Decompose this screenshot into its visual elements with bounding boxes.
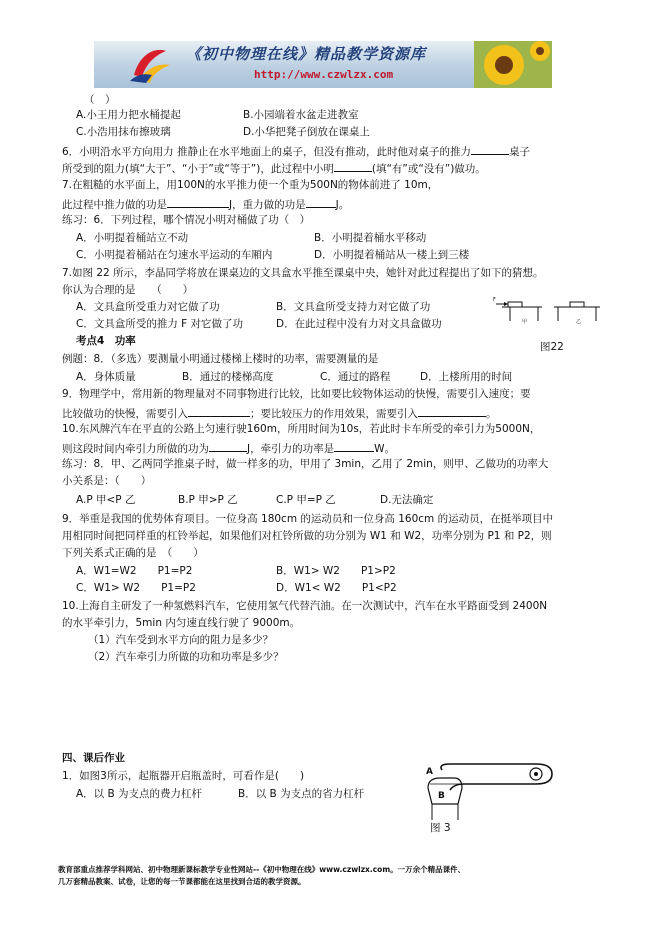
practice-6-d: D．小明提着桶站从一楼上到三楼 (314, 249, 470, 261)
question-6-tail: 桌子 (509, 146, 531, 158)
question-7-b: J，重力做的功是 (229, 199, 306, 211)
practice-9-d: D．W1< W2 P1<P2 (276, 582, 397, 594)
section-heading-homework: 四、课后作业 (62, 752, 125, 764)
homework-1-a: A．以 B 为支点的费力杠杆 (76, 788, 203, 800)
figure-3-bottle-opener-diagram (424, 760, 562, 822)
practice-10-q1: （1）汽车受到水平方向的阻力是多少？ (88, 634, 274, 646)
practice-6-a: A．小明提着桶站立不动 (76, 232, 189, 244)
example-8-c: C．通过的路程 (320, 371, 391, 383)
example-8: 例题：8．（多选）要测量小明通过楼梯上楼时的功率，需要测量的是 (62, 353, 379, 365)
question-6 (62, 143, 530, 159)
blank (209, 440, 247, 452)
question-9-b: ；要比较压力的作用效果，需要引入 (250, 408, 418, 420)
answer-paren: （ ） (84, 94, 116, 106)
question-6-cont-b: (填“有”或“没有”)做功。 (371, 163, 486, 175)
figure-22-yi-label: 乙 (576, 319, 582, 325)
site-logo-icon (126, 45, 174, 85)
practice-9-a: A．W1=W2 P1=P2 (76, 565, 193, 577)
question-6-text: 6．小明沿水平方向用力 推静止在水平地面上的桌子，但没有推动，此时他对桌子的推力 (62, 146, 472, 158)
question-6-cont-a: 所受到的阻力(填“大于”、“小于”或“等于”)，此过程中小明 (62, 163, 334, 175)
question-9: 9．物理学中，常用新的物理量对不同事物进行比较，比如要比较物体运动的快慢，需要引入速度；要 (62, 388, 531, 400)
figure-22-diagram (492, 293, 604, 337)
practice-6: 练习：6．下列过程，哪个情况小明对桶做了功（ ） (62, 214, 311, 226)
practice-9-cont: 用相同时间把同样重的杠铃举起，如果他们对杠铃所做的功分别为 W1 和 W2，功率分别为 P1 和 P2，则 (62, 530, 552, 542)
blank (306, 196, 336, 208)
practice-9-c: C．W1> W2 P1=P2 (76, 582, 196, 594)
example-8-a: A．身体质量 (76, 371, 136, 383)
practice-9: 9．举重是我国的优势体育项目。一位身高 180cm 的运动员和一位身高 160cm 的运动员，在挺举项目中 (62, 513, 554, 525)
practice-8-c: C.P 甲=P 乙 (276, 494, 336, 506)
question-9-c: 。 (486, 408, 497, 420)
practice-8-a: A.P 甲<P 乙 (76, 494, 136, 506)
question-10-a: 则这段时间内牵引力所做的功为 (62, 443, 209, 455)
page-footer (58, 864, 606, 887)
blank (471, 143, 509, 155)
question-10-cont (62, 440, 395, 456)
practice-8-b: B.P 甲>P 乙 (178, 494, 238, 506)
figure-3-caption: 图 3 (430, 822, 451, 834)
blank (188, 405, 250, 417)
practice-8-d: D.无法确定 (380, 494, 434, 506)
footer-line-2: 几万套精品教案、试卷，让您的每一节课都能在这里找到合适的教学资源。 (58, 876, 306, 886)
banner-title: 《初中物理在线》精品教学资源库 (186, 45, 427, 63)
practice-10: 10.上海自主研发了一种氢燃料汽车，它使用氢气代替汽油。在一次测试中，汽车在水平路面受到 2400N (62, 600, 548, 612)
practice-7-a: A．文具盒所受重力对它做了功 (76, 301, 220, 313)
question-7: 7.在粗糙的水平面上，用100N的水平推力使一个重为500N的物体前进了 10m， (62, 179, 439, 191)
option-a: A.小王用力把水桶提起 (76, 109, 181, 121)
option-d: D.小华把凳子倒放在课桌上 (243, 126, 370, 138)
practice-9-cont2: 下列关系式正确的是 （ ） (62, 547, 204, 559)
blank (418, 405, 486, 417)
figure-22-caption: 图22 (540, 341, 564, 353)
practice-7-b: B．文具盒所受支持力对它做了功 (276, 301, 431, 313)
footer-line-1: 教育部重点推荐学科网站、初中物理新课标教学专业性网站--《初中物理在线》www.czwlzx.com。一万余个精品课件、 (58, 865, 466, 874)
example-8-d: D．上楼所用的时间 (420, 371, 513, 383)
blank (334, 160, 372, 172)
option-b: B.小园端着水盆走进教室 (243, 109, 359, 121)
practice-6-c: C．小明提着桶站在匀速水平运动的车厢内 (76, 249, 273, 261)
practice-10-q2: （2）汽车牵引力所做的功和功率是多少？ (88, 651, 284, 663)
question-10: 10.东风牌汽车在平直的公路上匀速行驶160m，所用时间为10s，若此时卡车所受的牵引力为5000N， (62, 423, 541, 435)
question-9-a: 比较做功的快慢，需要引入 (62, 408, 188, 420)
section-heading-power: 考点4 功率 (76, 335, 136, 347)
practice-9-b: B．W1> W2 P1>P2 (276, 565, 396, 577)
homework-1-b: B．以 B 为支点的省力杠杆 (238, 788, 365, 800)
figure-3-a-label: A (426, 767, 433, 777)
homework-1: 1．如图3所示，起瓶器开启瓶盖时，可看作是( ) (62, 770, 305, 782)
figure-22-jia-label: 甲 (522, 319, 528, 325)
option-c: C.小浩用抹布擦玻璃 (76, 126, 171, 138)
figure-22-f-label: F (493, 297, 496, 303)
practice-7-cont: 你认为合理的是 （ ） (62, 284, 194, 296)
blank (167, 196, 229, 208)
figure-3-b-label: B (438, 791, 445, 801)
question-6-cont (62, 160, 486, 176)
practice-6-b: B．小明提着桶水平移动 (314, 232, 427, 244)
practice-7-d: D．在此过程中没有力对文具盒做功 (276, 318, 442, 330)
site-banner (94, 41, 552, 88)
question-9-cont (62, 405, 497, 421)
question-7-a: 此过程中推力做的功是 (62, 199, 167, 211)
question-7-cont (62, 196, 349, 212)
blank (334, 440, 374, 452)
example-8-b: B．通过的楼梯高度 (182, 371, 274, 383)
practice-7: 7.如图 22 所示，李晶同学将放在课桌边的文具盒水平推至课桌中央，她针对此过程提出了如下的猜想。 (62, 267, 544, 279)
practice-8: 练习：8．甲、乙两同学推桌子时，做一样多的功，甲用了 3min，乙用了 2min，则甲、乙做功的功率大 (62, 458, 549, 470)
practice-10-cont: 的水平牵引力，5min 内匀速直线行驶了 9000m。 (62, 617, 301, 629)
banner-url[interactable]: http://www.czwlzx.com (254, 68, 394, 81)
question-10-c: W。 (374, 443, 395, 455)
question-7-c: J。 (335, 199, 350, 211)
practice-8-cont: 小关系是：（ ） (62, 475, 152, 487)
question-10-b: J，牵引力的功率是 (247, 443, 335, 455)
practice-7-c: C．文具盒所受的推力 F 对它做了功 (76, 318, 244, 330)
sunflower-icon (474, 41, 552, 88)
